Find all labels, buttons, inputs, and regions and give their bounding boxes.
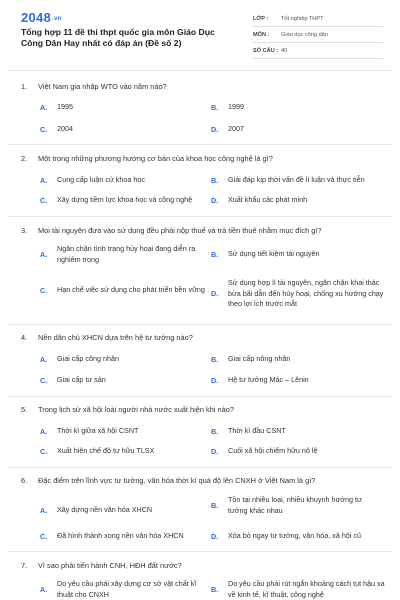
question-number: 2. bbox=[21, 154, 28, 163]
option-letter: B. bbox=[211, 585, 219, 594]
question-text bbox=[21, 82, 167, 91]
option-a[interactable] bbox=[40, 426, 200, 437]
option-d[interactable] bbox=[211, 446, 381, 457]
page-title: Tổng hợp 11 đề thi thpt quốc gia môn Giáo Dục Công Dân Hay nhất có đáp án (Đề số 2) bbox=[21, 27, 215, 48]
option-letter: C. bbox=[40, 446, 48, 456]
option-b[interactable] bbox=[211, 249, 391, 260]
question-text bbox=[21, 226, 322, 235]
question-text bbox=[21, 154, 273, 163]
exam-meta-table bbox=[253, 11, 383, 59]
option-text: Giai cấp tư sản bbox=[57, 375, 106, 384]
option-letter: C. bbox=[40, 285, 48, 295]
option-a[interactable] bbox=[40, 175, 210, 186]
meta-row-class bbox=[253, 11, 383, 27]
meta-row-subject bbox=[253, 27, 383, 43]
meta-label: SỐ CÂU : bbox=[253, 47, 279, 54]
meta-row-count bbox=[253, 43, 383, 59]
question-text bbox=[21, 405, 234, 414]
question-divider bbox=[8, 551, 392, 552]
option-text: Thời kì đầu CSNT bbox=[228, 426, 286, 435]
option-letter: A. bbox=[40, 585, 48, 594]
meta-value: Giáo dục công dân bbox=[281, 31, 328, 38]
option-text: Giai cấp nông nhân bbox=[228, 354, 291, 363]
option-text: Do yêu cầu phải xây dựng cơ sở vật chất kĩ thuật cho CNXH bbox=[57, 579, 197, 599]
option-c[interactable] bbox=[40, 195, 210, 206]
option-letter: D. bbox=[211, 289, 219, 299]
question-divider bbox=[8, 216, 392, 217]
question-divider bbox=[8, 396, 392, 397]
option-a[interactable] bbox=[40, 354, 190, 365]
option-letter: A. bbox=[40, 175, 48, 185]
option-letter: D. bbox=[211, 531, 219, 541]
option-c[interactable] bbox=[40, 285, 208, 296]
option-text: 1999 bbox=[228, 102, 244, 111]
option-b[interactable] bbox=[211, 354, 381, 365]
option-text: Do yêu cầu phải rút ngắn khoảng cách tụt hậu xa về kinh tế, kĩ thuật, công nghệ bbox=[228, 579, 385, 599]
option-d[interactable] bbox=[211, 124, 381, 135]
option-text: Sử dụng tiết kiệm tài nguyên bbox=[228, 249, 320, 258]
meta-value: 40 bbox=[281, 47, 288, 54]
option-text: Giải đáp kịp thời vấn đề lí luận và thực tiễn bbox=[228, 175, 365, 184]
logo-text: 2048 bbox=[21, 10, 52, 25]
option-c[interactable] bbox=[40, 531, 208, 542]
question-prompt: Vì sao phải tiến hành CNH, HĐH đất nước? bbox=[38, 561, 182, 570]
option-text: Xây dựng tiềm lực khoa học và công nghệ bbox=[57, 195, 193, 204]
question-divider bbox=[8, 324, 392, 325]
meta-label: MÔN : bbox=[253, 31, 270, 38]
option-letter: C. bbox=[40, 531, 48, 541]
option-letter: C. bbox=[40, 124, 48, 134]
option-letter: B. bbox=[211, 102, 219, 112]
option-letter: B. bbox=[211, 354, 219, 364]
option-c[interactable] bbox=[40, 446, 205, 457]
option-text: Xuất hiện chế độ tư hữu TLSX bbox=[57, 446, 155, 455]
site-logo[interactable] bbox=[21, 10, 62, 25]
meta-value: Tốt nghiệp THPT bbox=[281, 15, 324, 22]
option-b[interactable] bbox=[211, 426, 381, 437]
option-letter: A. bbox=[40, 505, 48, 515]
question-number: 3. bbox=[21, 226, 28, 235]
option-d[interactable] bbox=[211, 278, 391, 310]
option-letter: D. bbox=[211, 124, 219, 134]
option-text: 1995 bbox=[57, 102, 73, 111]
option-letter: A. bbox=[40, 250, 48, 259]
option-d[interactable] bbox=[211, 531, 391, 542]
option-text: Xây dựng nền văn hóa XHCN bbox=[57, 505, 153, 514]
option-letter: D. bbox=[211, 195, 219, 205]
option-letter: B. bbox=[211, 175, 219, 185]
header-divider bbox=[8, 70, 392, 71]
option-letter: A. bbox=[40, 354, 48, 364]
option-text: Xóa bỏ ngay tư tưởng, văn hóa, xã hội cũ bbox=[228, 531, 362, 540]
option-a[interactable] bbox=[40, 579, 208, 600]
option-b[interactable] bbox=[211, 102, 381, 113]
question-number: 1. bbox=[21, 82, 28, 91]
option-d[interactable] bbox=[211, 195, 391, 206]
question-text bbox=[21, 333, 193, 342]
option-letter: A. bbox=[40, 426, 48, 436]
option-text: Cung cấp luận cứ khoa học bbox=[57, 175, 145, 184]
option-letter: A. bbox=[40, 102, 48, 112]
option-letter: C. bbox=[40, 195, 48, 205]
option-text: Tồn tại nhiều loại, nhiều khuynh hướng tư tưởng khác nhau bbox=[228, 495, 362, 515]
option-d[interactable] bbox=[211, 375, 381, 386]
question-number: 5. bbox=[21, 405, 28, 414]
option-text: Thời kì giữa xã hội CSNT bbox=[57, 426, 139, 435]
option-letter: C. bbox=[40, 375, 48, 385]
question-divider bbox=[8, 467, 392, 468]
option-a[interactable] bbox=[40, 102, 190, 113]
option-text: Ngăn chặn tình trạng hủy hoại đang diễn ra nghiêm trọng bbox=[57, 244, 196, 264]
question-text bbox=[21, 476, 315, 485]
option-a[interactable] bbox=[40, 244, 208, 265]
option-text: 2004 bbox=[57, 124, 73, 133]
option-text: Xuất khẩu các phát minh bbox=[228, 195, 308, 204]
option-letter: B. bbox=[211, 501, 219, 510]
option-text: Đã hình thành xong nền văn hóa XHCN bbox=[57, 531, 184, 540]
option-c[interactable] bbox=[40, 124, 190, 135]
option-text: Giai cấp công nhân bbox=[57, 354, 119, 363]
option-text: Cuối xã hội chiếm hữu nô lệ bbox=[228, 446, 318, 455]
question-prompt: Mọi tài nguyên đưa vào sử dụng đều phải nộp thuế và trả tiền thuê nhằm mục đích gì? bbox=[38, 226, 322, 235]
document-header bbox=[0, 0, 400, 66]
question-text bbox=[21, 561, 182, 570]
option-b[interactable] bbox=[211, 175, 396, 186]
question-divider bbox=[8, 144, 392, 145]
question-number: 7. bbox=[21, 561, 28, 570]
option-a[interactable] bbox=[40, 505, 208, 516]
question-number: 4. bbox=[21, 333, 28, 342]
meta-label: LỚP : bbox=[253, 15, 269, 22]
question-prompt: Một trong những phương hướng cơ bản của khoa học công nghệ là gì? bbox=[38, 154, 273, 163]
logo-suffix: .vn bbox=[52, 15, 62, 22]
option-letter: B. bbox=[211, 249, 219, 259]
option-c[interactable] bbox=[40, 375, 190, 386]
option-text: Hạn chế việc sử dụng cho phát triển bền vững bbox=[57, 285, 205, 294]
option-letter: D. bbox=[211, 375, 219, 385]
question-prompt: Trong lịch sử xã hội loài người nhà nước xuất hiện khi nào? bbox=[38, 405, 234, 414]
option-letter: B. bbox=[211, 426, 219, 436]
option-text: Hệ tư tưởng Mác – Lênin bbox=[228, 375, 309, 384]
option-b[interactable] bbox=[211, 579, 391, 600]
option-text: 2007 bbox=[228, 124, 244, 133]
option-letter: D. bbox=[211, 446, 219, 456]
option-b[interactable] bbox=[211, 495, 386, 516]
question-prompt: Việt Nam gia nhập WTO vào năm nào? bbox=[38, 82, 167, 91]
question-prompt: Đặc điểm trên lĩnh vực tư tưởng, văn hóa thời kì quá độ lên CNXH ở Việt Nam là gì? bbox=[38, 476, 316, 485]
option-text: Sử dụng hợp lí tài nguyên, ngăn chặn khai thác bừa bãi dẫn đến hủy hoại, chống xu hướng chạy theo lợi ích trước mắt bbox=[228, 278, 384, 308]
question-prompt: Nền dân chủ XHCN dựa trên hệ tư tưởng nào? bbox=[38, 333, 193, 342]
question-number: 6. bbox=[21, 476, 28, 485]
